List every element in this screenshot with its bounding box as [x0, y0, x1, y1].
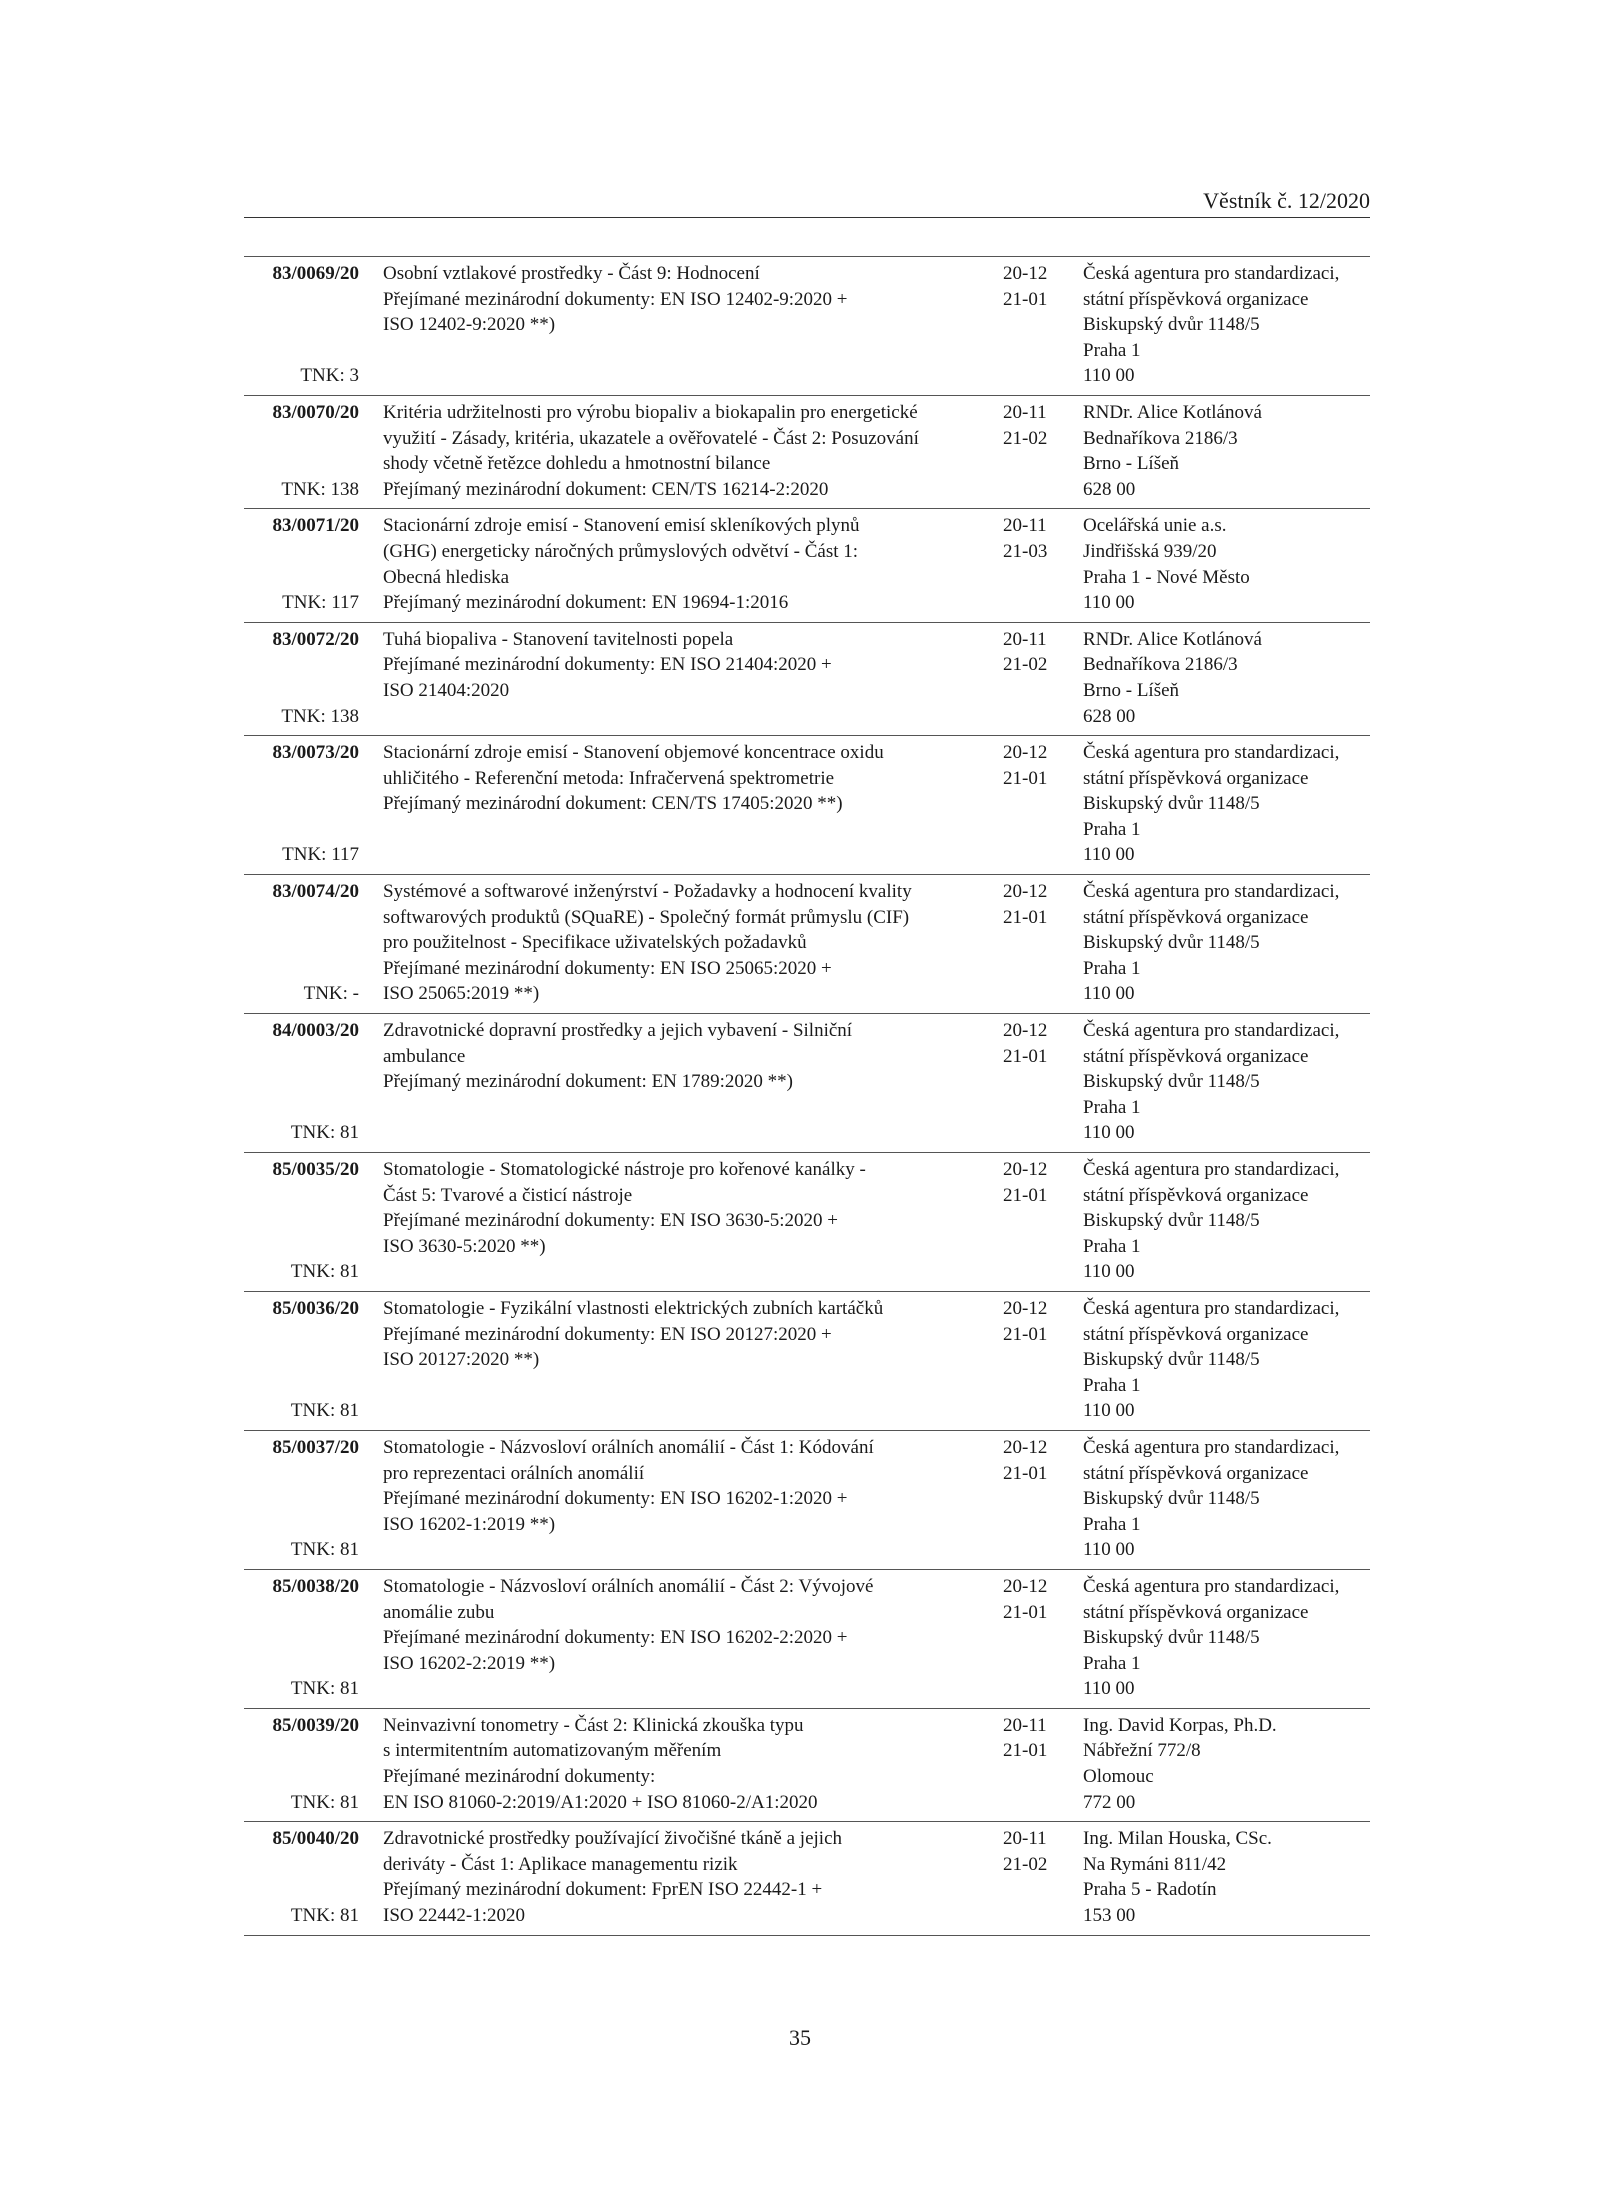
title-line: Přejímané mezinárodní dokumenty:	[383, 1766, 656, 1788]
standard-id-cell	[244, 740, 359, 868]
title-line: ISO 21404:2020	[383, 679, 510, 701]
address-line: 110 00	[1083, 1539, 1135, 1561]
title-line: Část 5: Tvarové a čisticí nástroje	[383, 1184, 633, 1206]
date-line: 21-01	[1003, 1740, 1048, 1762]
date-cell	[1003, 1435, 1073, 1563]
tnk-label: TNK: 138	[281, 478, 359, 500]
title-line: Přejímaný mezinárodní dokument: EN 19694-1:2016	[383, 592, 789, 614]
title-line: ISO 16202-2:2019 **)	[383, 1652, 556, 1674]
address-line: RNDr. Alice Kotlánová	[1083, 401, 1262, 423]
standard-number: 83/0069/20	[272, 263, 359, 284]
date-line: 20-11	[1003, 401, 1047, 423]
standard-id-cell	[244, 1574, 359, 1702]
address-line: Biskupský dvůr 1148/5	[1083, 1071, 1260, 1093]
address-line: Ocelářská unie a.s.	[1083, 515, 1227, 537]
title-line: Přejímané mezinárodní dokumenty: EN ISO 20127:2020 +	[383, 1323, 832, 1345]
table-row	[244, 1569, 1370, 1708]
title-line: ISO 12402-9:2020 **)	[383, 314, 556, 336]
title-line: Přejímaný mezinárodní dokument: CEN/TS 16214-2:2020	[383, 478, 829, 500]
title-line: Přejímaný mezinárodní dokument: FprEN ISO 22442-1 +	[383, 1879, 823, 1901]
address-line: Biskupský dvůr 1148/5	[1083, 1210, 1260, 1232]
page-header	[244, 185, 1370, 218]
date-cell	[1003, 261, 1073, 389]
standard-number: 85/0038/20	[272, 1575, 359, 1597]
title-cell	[383, 1018, 985, 1146]
address-line: státní příspěvková organizace	[1083, 1462, 1309, 1484]
standard-number: 83/0072/20	[272, 628, 359, 650]
address-cell	[1083, 1018, 1370, 1146]
title-line: Stomatologie - Názvosloví orálních anomálií - Část 1: Kódování	[383, 1436, 874, 1458]
address-line: státní příspěvková organizace	[1083, 767, 1309, 789]
address-line: Brno - Líšeň	[1083, 453, 1180, 475]
address-line: státní příspěvková organizace	[1083, 1601, 1309, 1623]
table-row	[244, 622, 1370, 735]
table-row	[244, 508, 1370, 621]
address-line: Biskupský dvůr 1148/5	[1083, 1488, 1260, 1510]
address-line: Biskupský dvůr 1148/5	[1083, 1627, 1260, 1649]
title-cell	[383, 1826, 985, 1928]
title-line: Tuhá biopaliva - Stanovení tavitelnosti popela	[383, 628, 734, 650]
tnk-label: TNK: -	[303, 983, 359, 1005]
tnk-label: TNK: 81	[290, 1400, 359, 1422]
table-row	[244, 1821, 1370, 1935]
address-line: 772 00	[1083, 1791, 1136, 1813]
title-line: ISO 22442-1:2020	[383, 1905, 525, 1927]
address-line: Bednaříkova 2186/3	[1083, 427, 1238, 449]
address-line: Na Rymáni 811/42	[1083, 1853, 1227, 1875]
table-row	[244, 1013, 1370, 1152]
bulletin-title: Věstník č. 12/2020	[1203, 188, 1370, 213]
title-cell	[383, 1435, 985, 1563]
standard-id-cell	[244, 1296, 359, 1424]
standard-number: 85/0040/20	[272, 1828, 359, 1850]
address-line: Praha 1	[1083, 957, 1141, 979]
address-line: 110 00	[1083, 983, 1135, 1005]
title-line: Stomatologie - Stomatologické nástroje pro kořenové kanálky -	[383, 1159, 866, 1180]
title-line: Přejímané mezinárodní dokumenty: EN ISO 16202-1:2020 +	[383, 1488, 848, 1510]
title-cell	[383, 1574, 985, 1702]
title-cell	[383, 627, 985, 729]
title-line: pro použitelnost - Specifikace uživatelských požadavků	[383, 932, 807, 954]
standard-id-cell	[244, 1713, 359, 1815]
standard-id-cell	[244, 1157, 359, 1285]
date-line: 20-12	[1003, 742, 1048, 764]
date-line: 20-11	[1003, 515, 1047, 537]
tnk-label: TNK: 81	[290, 1678, 359, 1700]
date-line: 21-01	[1003, 288, 1048, 310]
address-cell	[1083, 1713, 1370, 1815]
address-line: Brno - Líšeň	[1083, 679, 1180, 701]
address-line: Česká agentura pro standardizaci,	[1083, 1020, 1340, 1042]
address-line: Česká agentura pro standardizaci,	[1083, 1575, 1340, 1597]
date-line: 21-03	[1003, 540, 1048, 562]
table-row	[244, 1152, 1370, 1291]
standard-id-cell	[244, 627, 359, 729]
address-line: 153 00	[1083, 1905, 1136, 1927]
tnk-label: TNK: 81	[290, 1539, 359, 1561]
title-cell	[383, 513, 985, 615]
standard-number: 84/0003/20	[272, 1020, 359, 1042]
address-line: 110 00	[1083, 1122, 1135, 1144]
standard-number: 85/0036/20	[272, 1297, 359, 1319]
date-line: 20-12	[1003, 263, 1048, 284]
address-cell	[1083, 513, 1370, 615]
table-row	[244, 874, 1370, 1013]
date-line: 20-12	[1003, 1020, 1048, 1042]
title-line: Přejímané mezinárodní dokumenty: EN ISO 12402-9:2020 +	[383, 288, 848, 310]
date-cell	[1003, 740, 1073, 868]
date-cell	[1003, 879, 1073, 1007]
address-line: Ing. Milan Houska, CSc.	[1083, 1828, 1272, 1850]
title-line: Systémové a softwarové inženýrství - Požadavky a hodnocení kvality	[383, 881, 912, 903]
date-line: 20-12	[1003, 1297, 1048, 1319]
title-cell	[383, 740, 985, 868]
address-line: 110 00	[1083, 365, 1135, 387]
address-line: Česká agentura pro standardizaci,	[1083, 742, 1340, 764]
title-line: Neinvazivní tonometry - Část 2: Klinická zkouška typu	[383, 1714, 804, 1736]
address-line: 110 00	[1083, 592, 1135, 614]
address-line: 110 00	[1083, 1678, 1135, 1700]
title-line: Kritéria udržitelnosti pro výrobu biopaliv a biokapalin pro energetické	[383, 401, 918, 423]
address-line: Praha 1	[1083, 1652, 1141, 1674]
title-line: anomálie zubu	[383, 1601, 495, 1623]
title-line: ISO 20127:2020 **)	[383, 1349, 540, 1371]
address-cell	[1083, 261, 1370, 389]
table-row	[244, 256, 1370, 395]
title-line: (GHG) energeticky náročných průmyslových odvětví - Část 1:	[383, 540, 859, 562]
title-line: pro reprezentaci orálních anomálií	[383, 1462, 645, 1484]
standard-id-cell	[244, 1435, 359, 1563]
date-line: 21-01	[1003, 1462, 1048, 1484]
table-row	[244, 735, 1370, 874]
address-line: 628 00	[1083, 705, 1136, 727]
address-line: Praha 1	[1083, 1374, 1141, 1396]
date-cell	[1003, 1713, 1073, 1815]
title-line: Přejímané mezinárodní dokumenty: EN ISO 21404:2020 +	[383, 654, 832, 676]
address-line: 110 00	[1083, 1261, 1135, 1283]
title-line: Přejímaný mezinárodní dokument: EN 1789:2020 **)	[383, 1071, 794, 1093]
address-cell	[1083, 1157, 1370, 1285]
date-line: 21-01	[1003, 1323, 1048, 1345]
standard-number: 83/0073/20	[272, 742, 359, 764]
title-cell	[383, 261, 985, 389]
address-line: Olomouc	[1083, 1766, 1154, 1788]
address-line: Česká agentura pro standardizaci,	[1083, 881, 1340, 903]
address-line: státní příspěvková organizace	[1083, 288, 1309, 310]
title-line: EN ISO 81060-2:2019/A1:2020 + ISO 81060-2/A1:2020	[383, 1791, 818, 1813]
address-cell	[1083, 627, 1370, 729]
title-cell	[383, 1296, 985, 1424]
date-line: 20-12	[1003, 1575, 1048, 1597]
title-cell	[383, 879, 985, 1007]
address-line: státní příspěvková organizace	[1083, 1045, 1309, 1067]
title-line: Přejímané mezinárodní dokumenty: EN ISO 16202-2:2020 +	[383, 1627, 848, 1649]
date-line: 21-02	[1003, 427, 1048, 449]
standard-id-cell	[244, 261, 359, 389]
address-line: Biskupský dvůr 1148/5	[1083, 932, 1260, 954]
address-cell	[1083, 1574, 1370, 1702]
address-line: státní příspěvková organizace	[1083, 906, 1309, 928]
address-line: Bednaříkova 2186/3	[1083, 654, 1238, 676]
standard-id-cell	[244, 1826, 359, 1928]
address-line: 628 00	[1083, 478, 1136, 500]
title-line: Osobní vztlakové prostředky - Část 9: Hodnocení	[383, 263, 760, 284]
title-line: s intermitentním automatizovaným měřením	[383, 1740, 722, 1762]
title-cell	[383, 400, 985, 502]
tnk-label: TNK: 138	[281, 705, 359, 727]
tnk-label: TNK: 117	[282, 844, 359, 866]
title-line: Stomatologie - Fyzikální vlastnosti elektrických zubních kartáčků	[383, 1297, 884, 1319]
address-cell	[1083, 879, 1370, 1007]
title-line: Zdravotnické prostředky používající živočišné tkáně a jejich	[383, 1828, 842, 1850]
date-cell	[1003, 1157, 1073, 1285]
date-line: 20-11	[1003, 1828, 1047, 1850]
tnk-label: TNK: 81	[290, 1791, 359, 1813]
title-line: Stomatologie - Názvosloví orálních anomálií - Část 2: Vývojové	[383, 1575, 874, 1597]
address-line: 110 00	[1083, 844, 1135, 866]
standard-number: 85/0037/20	[272, 1436, 359, 1458]
address-line: RNDr. Alice Kotlánová	[1083, 628, 1262, 650]
title-line: Stacionární zdroje emisí - Stanovení emisí skleníkových plynů	[383, 515, 860, 537]
address-cell	[1083, 1296, 1370, 1424]
address-line: Jindřišská 939/20	[1083, 540, 1217, 562]
address-line: Praha 1	[1083, 818, 1141, 840]
table-row	[244, 1291, 1370, 1430]
date-cell	[1003, 1826, 1073, 1928]
standard-number: 85/0035/20	[272, 1159, 359, 1180]
address-line: Praha 5 - Radotín	[1083, 1879, 1217, 1901]
table-row	[244, 1708, 1370, 1821]
title-line: ISO 25065:2019 **)	[383, 983, 540, 1005]
address-cell	[1083, 740, 1370, 868]
address-line: Ing. David Korpas, Ph.D.	[1083, 1714, 1277, 1736]
address-line: Praha 1	[1083, 1513, 1141, 1535]
date-line: 20-12	[1003, 881, 1048, 903]
title-line: ISO 3630-5:2020 **)	[383, 1235, 546, 1257]
standard-number: 83/0070/20	[272, 401, 359, 423]
title-line: Přejímané mezinárodní dokumenty: EN ISO 25065:2020 +	[383, 957, 832, 979]
table-row	[244, 395, 1370, 508]
table-row	[244, 1430, 1370, 1569]
address-line: 110 00	[1083, 1400, 1135, 1422]
address-line: Praha 1 - Nové Město	[1083, 566, 1250, 588]
date-line: 20-11	[1003, 628, 1047, 650]
tnk-label: TNK: 81	[290, 1122, 359, 1144]
tnk-label: TNK: 81	[290, 1261, 359, 1283]
standard-id-cell	[244, 1018, 359, 1146]
tnk-label: TNK: 3	[300, 365, 359, 387]
date-cell	[1003, 627, 1073, 729]
title-line: uhličitého - Referenční metoda: Infračervená spektrometrie	[383, 767, 835, 789]
standard-number: 83/0071/20	[272, 515, 359, 537]
address-line: Praha 1	[1083, 1096, 1141, 1118]
date-cell	[1003, 400, 1073, 502]
title-line: Stacionární zdroje emisí - Stanovení objemové koncentrace oxidu	[383, 742, 884, 764]
address-line: Česká agentura pro standardizaci,	[1083, 1436, 1340, 1458]
title-cell	[383, 1713, 985, 1815]
date-cell	[1003, 1296, 1073, 1424]
standard-id-cell	[244, 879, 359, 1007]
date-line: 21-02	[1003, 1853, 1048, 1875]
date-line: 21-02	[1003, 654, 1048, 676]
title-line: shody včetně řetězce dohledu a hmotnostní bilance	[383, 453, 771, 475]
address-line: Nábřežní 772/8	[1083, 1740, 1201, 1762]
date-line: 20-11	[1003, 1714, 1047, 1736]
date-line: 21-01	[1003, 1184, 1048, 1206]
tnk-label: TNK: 117	[282, 592, 359, 614]
date-line: 21-01	[1003, 1601, 1048, 1623]
address-line: Česká agentura pro standardizaci,	[1083, 1297, 1340, 1319]
title-cell	[383, 1157, 985, 1285]
address-line: Biskupský dvůr 1148/5	[1083, 793, 1260, 815]
address-line: státní příspěvková organizace	[1083, 1184, 1309, 1206]
address-line: Biskupský dvůr 1148/5	[1083, 314, 1260, 336]
title-line: využití - Zásady, kritéria, ukazatele a ověřovatelé - Část 2: Posuzování	[383, 427, 919, 449]
standard-id-cell	[244, 513, 359, 615]
date-cell	[1003, 1018, 1073, 1146]
title-line: Obecná hlediska	[383, 566, 510, 588]
title-line: Přejímané mezinárodní dokumenty: EN ISO 3630-5:2020 +	[383, 1210, 839, 1232]
address-cell	[1083, 400, 1370, 502]
standards-table	[244, 256, 1370, 1936]
title-line: ISO 16202-1:2019 **)	[383, 1513, 556, 1535]
standard-number: 83/0074/20	[272, 881, 359, 903]
title-line: deriváty - Část 1: Aplikace managementu rizik	[383, 1853, 738, 1875]
date-line: 21-01	[1003, 906, 1048, 928]
address-line: Česká agentura pro standardizaci,	[1083, 1159, 1340, 1180]
date-line: 20-12	[1003, 1436, 1048, 1458]
date-line: 21-01	[1003, 1045, 1048, 1067]
page-number: 35	[789, 2025, 811, 2050]
date-line: 21-01	[1003, 767, 1048, 789]
date-line: 20-12	[1003, 1159, 1048, 1180]
date-cell	[1003, 513, 1073, 615]
address-line: Biskupský dvůr 1148/5	[1083, 1349, 1260, 1371]
date-cell	[1003, 1574, 1073, 1702]
address-line: Praha 1	[1083, 1235, 1141, 1257]
tnk-label: TNK: 81	[290, 1905, 359, 1927]
standard-id-cell	[244, 400, 359, 502]
address-line: státní příspěvková organizace	[1083, 1323, 1309, 1345]
title-line: Přejímaný mezinárodní dokument: CEN/TS 17405:2020 **)	[383, 793, 843, 815]
title-line: ambulance	[383, 1045, 466, 1067]
standard-number: 85/0039/20	[272, 1714, 359, 1736]
address-cell	[1083, 1826, 1370, 1928]
address-line: Praha 1	[1083, 339, 1141, 361]
title-line: Zdravotnické dopravní prostředky a jejich vybavení - Silniční	[383, 1020, 853, 1042]
title-line: softwarových produktů (SQuaRE) - Společný formát průmyslu (CIF)	[383, 906, 910, 928]
address-cell	[1083, 1435, 1370, 1563]
address-line: Česká agentura pro standardizaci,	[1083, 263, 1340, 284]
